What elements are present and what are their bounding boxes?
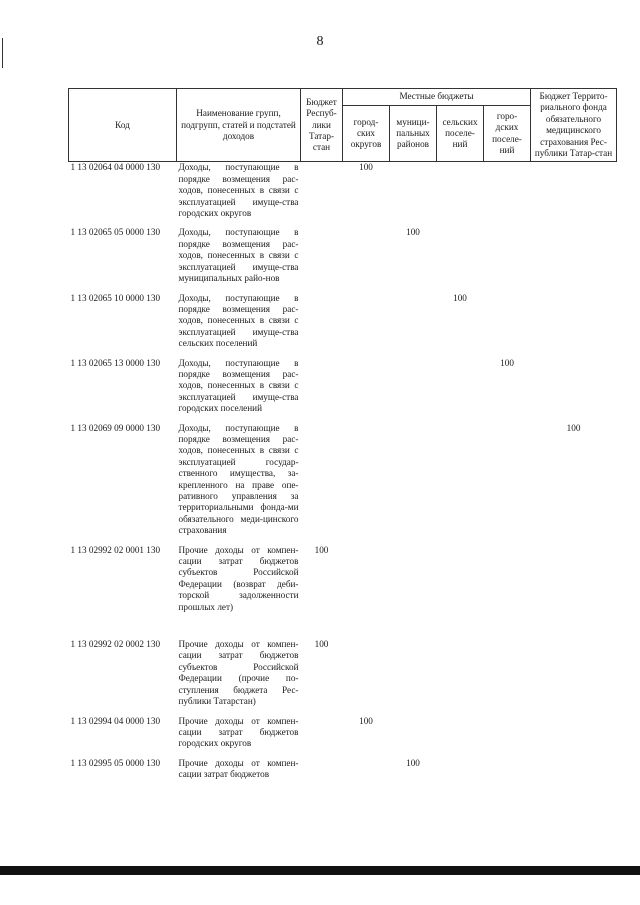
row-urban-districts (343, 358, 390, 415)
row-urban-settlements (484, 227, 531, 284)
header-rural-settlements: сельских поселе-ний (437, 106, 484, 162)
row-tfoms (531, 358, 617, 415)
row-republic (301, 227, 343, 284)
row-rural-settlements: 100 (453, 292, 467, 303)
row-republic (301, 162, 343, 220)
table-row (69, 358, 617, 415)
row-tfoms: 100 (566, 422, 581, 433)
row-republic (301, 423, 343, 537)
header-urban-districts: город-ских округов (343, 106, 390, 162)
row-tfoms (531, 758, 617, 781)
row-code: 1 13 02994 04 0000 130 (70, 715, 161, 726)
row-name: Прочие доходы от компен-сации затрат бюджетов (178, 757, 299, 780)
row-code: 1 13 02069 09 0000 130 (70, 422, 161, 433)
header-municipal-districts: муници-пальных районов (390, 106, 437, 162)
row-rural-settlements (437, 716, 484, 750)
row-urban-settlements (484, 293, 531, 350)
header-urban-settlements: горо-дских поселе-ний (484, 106, 531, 162)
row-code: 1 13 02065 13 0000 130 (70, 357, 161, 368)
row-rural-settlements (437, 162, 484, 220)
row-name: Доходы, поступающие в порядке возмещения рас-ходов, понесенных в связи с эксплуатацией государ-ственного имущества, за-крепленного на праве опе-ративного управления за территориальными фонда-ми обязательного меди-цинского страхования (178, 422, 299, 536)
row-name: Доходы, поступающие в порядке возмещения рас-ходов, понесенных в связи с эксплуатацией имуще-ства муниципальных райо-нов (178, 227, 299, 284)
row-name: Доходы, поступающие в порядке возмещения рас-ходов, понесенных в связи с эксплуатацией имуще-ства городских поселений (178, 357, 299, 414)
table-row (69, 423, 617, 537)
row-name: Прочие доходы от компен-сации затрат бюджетов городских округов (178, 715, 299, 749)
row-urban-districts (343, 227, 390, 284)
table-row (69, 758, 617, 781)
row-municipal-districts (390, 639, 437, 707)
row-municipal-districts (390, 162, 437, 220)
header-tfoms-budget: Бюджет Террито-риального фонда обязательного медицинского страхования Рес-публики Татар-стан (531, 89, 617, 162)
row-rural-settlements (437, 545, 484, 613)
row-name: Прочие доходы от компен-сации затрат бюджетов субъектов Российской Федерации (прочие по-ступления бюджета Рес-публики Татарстан) (178, 639, 299, 707)
table-row (69, 293, 617, 350)
row-urban-settlements (484, 716, 531, 750)
row-republic (301, 758, 343, 781)
row-urban-districts (343, 758, 390, 781)
row-urban-districts (343, 639, 390, 707)
row-republic (301, 293, 343, 350)
row-tfoms (531, 227, 617, 284)
scan-bottom-border (0, 866, 640, 875)
row-urban-settlements (484, 545, 531, 613)
header-name: Наименование групп, подгрупп, статей и подстатей доходов (177, 89, 301, 162)
row-rural-settlements (437, 423, 484, 537)
row-municipal-districts: 100 (406, 227, 420, 238)
row-tfoms (531, 293, 617, 350)
row-code: 1 13 02064 04 0000 130 (70, 162, 161, 173)
table-header (69, 89, 617, 162)
row-urban-districts (343, 293, 390, 350)
table-body (69, 162, 617, 781)
page-number: 8 (316, 34, 324, 49)
row-tfoms (531, 639, 617, 707)
row-urban-settlements (484, 162, 531, 220)
row-rural-settlements (437, 758, 484, 781)
header-code: Код (69, 89, 177, 162)
header-local-budgets: Местные бюджеты (343, 89, 531, 106)
row-republic (301, 358, 343, 415)
row-urban-settlements: 100 (500, 357, 514, 368)
row-municipal-districts (390, 358, 437, 415)
row-municipal-districts (390, 293, 437, 350)
row-tfoms (531, 162, 617, 220)
table-row (69, 227, 617, 284)
row-municipal-districts (390, 545, 437, 613)
row-urban-settlements (484, 639, 531, 707)
row-code: 1 13 02065 10 0000 130 (70, 292, 161, 303)
row-name: Прочие доходы от компен-сации затрат бюджетов субъектов Российской Федерации (возврат деби-торской задолженности прошлых лет) (178, 544, 299, 612)
row-rural-settlements (437, 358, 484, 415)
header-republic-budget: Бюджет Респуб-лики Татар-стан (301, 89, 343, 162)
row-municipal-districts (390, 716, 437, 750)
row-urban-settlements (484, 758, 531, 781)
row-tfoms (531, 545, 617, 613)
row-code: 1 13 02992 02 0001 130 (70, 544, 161, 555)
row-code: 1 13 02995 05 0000 130 (70, 757, 161, 768)
row-name: Доходы, поступающие в порядке возмещения рас-ходов, понесенных в связи с эксплуатацией имуще-ства городских округов (178, 162, 299, 219)
row-code: 1 13 02992 02 0002 130 (70, 639, 161, 650)
table-row (69, 716, 617, 750)
revenue-table (68, 88, 617, 781)
row-republic (301, 716, 343, 750)
table-row (69, 545, 617, 613)
row-municipal-districts: 100 (406, 757, 420, 768)
table-row (69, 162, 617, 220)
row-code: 1 13 02065 05 0000 130 (70, 227, 161, 238)
row-tfoms (531, 716, 617, 750)
row-urban-districts: 100 (359, 715, 373, 726)
table-row (69, 639, 617, 707)
row-urban-districts (343, 545, 390, 613)
row-municipal-districts (390, 423, 437, 537)
row-rural-settlements (437, 227, 484, 284)
row-name: Доходы, поступающие в порядке возмещения рас-ходов, понесенных в связи с эксплуатацией имуще-ства сельских поселений (178, 292, 299, 349)
row-urban-settlements (484, 423, 531, 537)
row-republic: 100 (314, 544, 329, 555)
row-urban-districts: 100 (359, 162, 373, 173)
row-republic: 100 (314, 639, 329, 650)
row-rural-settlements (437, 639, 484, 707)
row-urban-districts (343, 423, 390, 537)
